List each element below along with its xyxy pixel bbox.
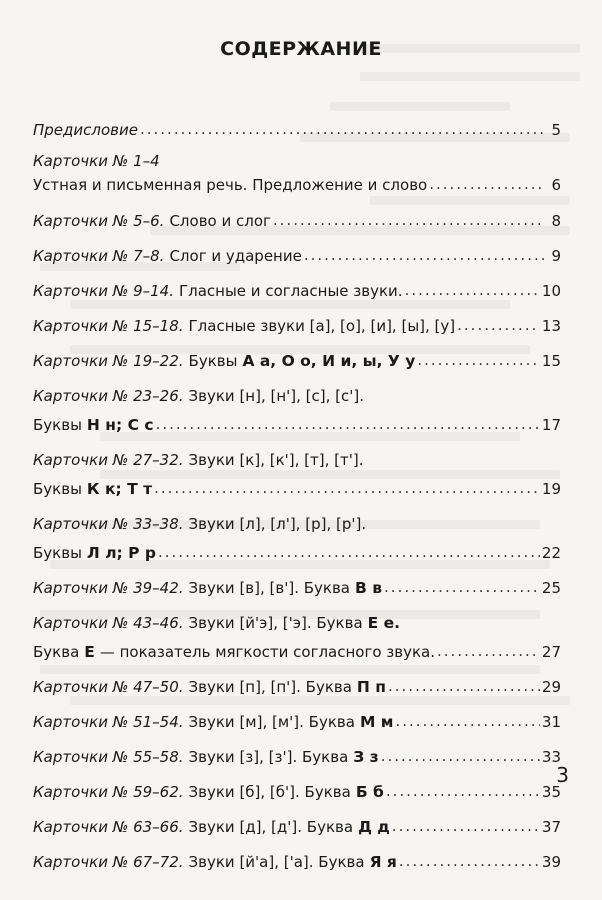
toc-entry-title: Звуки [б], [б']. Буква — [188, 783, 351, 801]
toc-entry-card-range: Карточки № 15–18. — [33, 317, 184, 335]
toc-page-number: 8 — [551, 212, 561, 230]
toc-entry[interactable] — [33, 347, 561, 382]
toc-entry-card-range: Карточки № 63–66. — [33, 818, 184, 836]
toc-entry[interactable] — [33, 673, 561, 708]
toc-entry[interactable] — [33, 539, 561, 574]
toc-page-number: 15 — [541, 352, 561, 370]
toc-entry-letters: К к; Т т — [86, 480, 153, 498]
toc-entry-title: Гласные звуки [а], [о], [и], [ы], [у] — [188, 317, 456, 335]
toc-leader-dots — [437, 637, 540, 665]
toc-page-number: 35 — [541, 783, 561, 801]
toc-entry-title: Звуки [н], [н'], [с], [с']. — [188, 387, 364, 405]
toc-page-number: 13 — [541, 317, 561, 335]
toc-entry[interactable] — [33, 116, 561, 147]
toc-entry-title: Устная и письменная речь. Предложение и слово — [33, 176, 428, 194]
toc-entry[interactable] — [33, 638, 561, 673]
toc-entry-card-range: Карточки № 23–26. — [33, 387, 184, 405]
toc-entry-letters: Е е. — [367, 614, 401, 632]
toc-entry-title: Звуки [п], [п']. Буква — [188, 678, 352, 696]
toc-entry-letters: М м — [359, 713, 394, 731]
toc-entry[interactable] — [33, 848, 561, 883]
toc-page-number: 5 — [551, 121, 561, 139]
toc-entry-title: Слог и ударение — [169, 247, 302, 265]
toc-entry-title: Буквы — [33, 416, 82, 434]
toc-entry[interactable] — [33, 743, 561, 778]
toc-leader-dots — [417, 346, 540, 374]
toc-leader-dots — [273, 206, 545, 234]
toc-entry-card-range: Карточки № 39–42. — [33, 579, 184, 597]
toc-entry-letters: Д д — [358, 818, 390, 836]
toc-leader-dots — [384, 573, 540, 601]
toc-entry-title: Звуки [д], [д']. Буква — [188, 818, 354, 836]
toc-entry[interactable] — [33, 411, 561, 446]
page-number: 3 — [556, 763, 569, 787]
toc-leader-dots — [405, 276, 540, 304]
toc-leader-dots — [399, 847, 540, 875]
toc-entry-card-range: Карточки № 1–4 — [33, 152, 160, 170]
toc-entry-letters: Е — [84, 643, 95, 661]
toc-entry[interactable] — [33, 147, 561, 171]
toc-leader-dots — [381, 742, 540, 770]
toc-entry-card-range: Карточки № 19–22. — [33, 352, 184, 370]
toc-entry[interactable] — [33, 778, 561, 813]
toc-entry-letters: Б б — [355, 783, 384, 801]
toc-entry[interactable] — [33, 708, 561, 743]
toc-entry-letters: З з — [353, 748, 379, 766]
toc-entry-title: Звуки [й'а], ['а]. Буква — [188, 853, 365, 871]
toc-entry-title: Звуки [л], [л'], [р], [р']. — [188, 515, 367, 533]
toc-page-number: 31 — [541, 713, 561, 731]
toc-entry-card-range: Карточки № 27–32. — [33, 451, 184, 469]
toc-entry-card-range: Карточки № 9–14. — [33, 282, 174, 300]
toc-entry-title: Звуки [й'э], ['э]. Буква — [188, 614, 363, 632]
toc-entry-title: Буквы — [33, 544, 82, 562]
toc-entry-letters: П п — [356, 678, 386, 696]
toc-entry-title: Слово и слог — [169, 212, 271, 230]
toc-entry[interactable] — [33, 207, 561, 242]
toc-leader-dots — [304, 241, 545, 269]
page-title: СОДЕРЖАНИЕ — [220, 38, 382, 60]
toc-leader-dots — [140, 115, 545, 143]
toc-entry-card-range: Карточки № 5–6. — [33, 212, 165, 230]
toc-page-number: 22 — [541, 544, 561, 562]
toc-page-number: 10 — [541, 282, 561, 300]
toc-leader-dots — [154, 474, 540, 502]
toc-entry-title: Звуки [з], [з']. Буква — [188, 748, 349, 766]
toc-leader-dots — [386, 777, 540, 805]
toc-entry-title: Буквы — [33, 480, 82, 498]
toc-entry[interactable] — [33, 475, 561, 510]
toc-leader-dots — [388, 672, 540, 700]
toc-entry-card-range: Карточки № 7–8. — [33, 247, 165, 265]
toc-leader-dots — [395, 707, 539, 735]
toc-page-number: 39 — [541, 853, 561, 871]
toc-entry-card-range: Предисловие — [33, 121, 138, 139]
toc-entry[interactable] — [33, 242, 561, 277]
toc-page-number: 17 — [541, 416, 561, 434]
toc-entry-card-range: Карточки № 47–50. — [33, 678, 184, 696]
toc-entry-title: Буква — [33, 643, 80, 661]
toc-page-number: 37 — [541, 818, 561, 836]
toc-entry[interactable] — [33, 574, 561, 609]
toc-entry[interactable] — [33, 312, 561, 347]
toc-entry-title-continued: — показатель мягкости согласного звука. — [99, 643, 436, 661]
toc-entry[interactable] — [33, 510, 561, 539]
toc-leader-dots — [457, 311, 540, 339]
toc-entry[interactable] — [33, 609, 561, 638]
toc-entry-card-range: Карточки № 67–72. — [33, 853, 184, 871]
toc-page-number: 6 — [551, 176, 561, 194]
toc-page-number: 9 — [551, 247, 561, 265]
toc-page-number: 19 — [541, 480, 561, 498]
toc-entry[interactable] — [33, 171, 561, 207]
toc-entry-title: Звуки [к], [к'], [т], [т']. — [188, 451, 364, 469]
toc-entry-card-range: Карточки № 59–62. — [33, 783, 184, 801]
toc-entry-card-range: Карточки № 43–46. — [33, 614, 184, 632]
toc-page-number: 27 — [541, 643, 561, 661]
toc-entry[interactable] — [33, 382, 561, 411]
toc-entry-title: Гласные и согласные звуки. — [178, 282, 403, 300]
toc-page-number: 33 — [541, 748, 561, 766]
toc-entry-letters: В в — [355, 579, 383, 597]
toc-entry-letters: А а, О о, И и, ы, У у — [242, 352, 416, 370]
toc-leader-dots — [429, 170, 545, 198]
toc-leader-dots — [156, 410, 540, 438]
toc-entry-card-range: Карточки № 51–54. — [33, 713, 184, 731]
toc-leader-dots — [158, 538, 540, 566]
toc-entry-title: Звуки [в], [в']. Буква — [188, 579, 350, 597]
toc-entry-card-range: Карточки № 55–58. — [33, 748, 184, 766]
toc-entry[interactable] — [33, 446, 561, 475]
toc-page-number: 25 — [541, 579, 561, 597]
toc-leader-dots — [392, 812, 540, 840]
toc-entry-letters: Л л; Р р — [86, 544, 156, 562]
toc-entry-title: Звуки [м], [м']. Буква — [188, 713, 355, 731]
toc-page-number: 29 — [541, 678, 561, 696]
table-of-contents — [33, 116, 561, 883]
toc-entry[interactable] — [33, 277, 561, 312]
toc-entry-card-range: Карточки № 33–38. — [33, 515, 184, 533]
toc-entry[interactable] — [33, 813, 561, 848]
toc-entry-letters: Я я — [369, 853, 397, 871]
toc-entry-letters: Н н; С с — [86, 416, 154, 434]
toc-entry-title: Буквы — [188, 352, 238, 370]
